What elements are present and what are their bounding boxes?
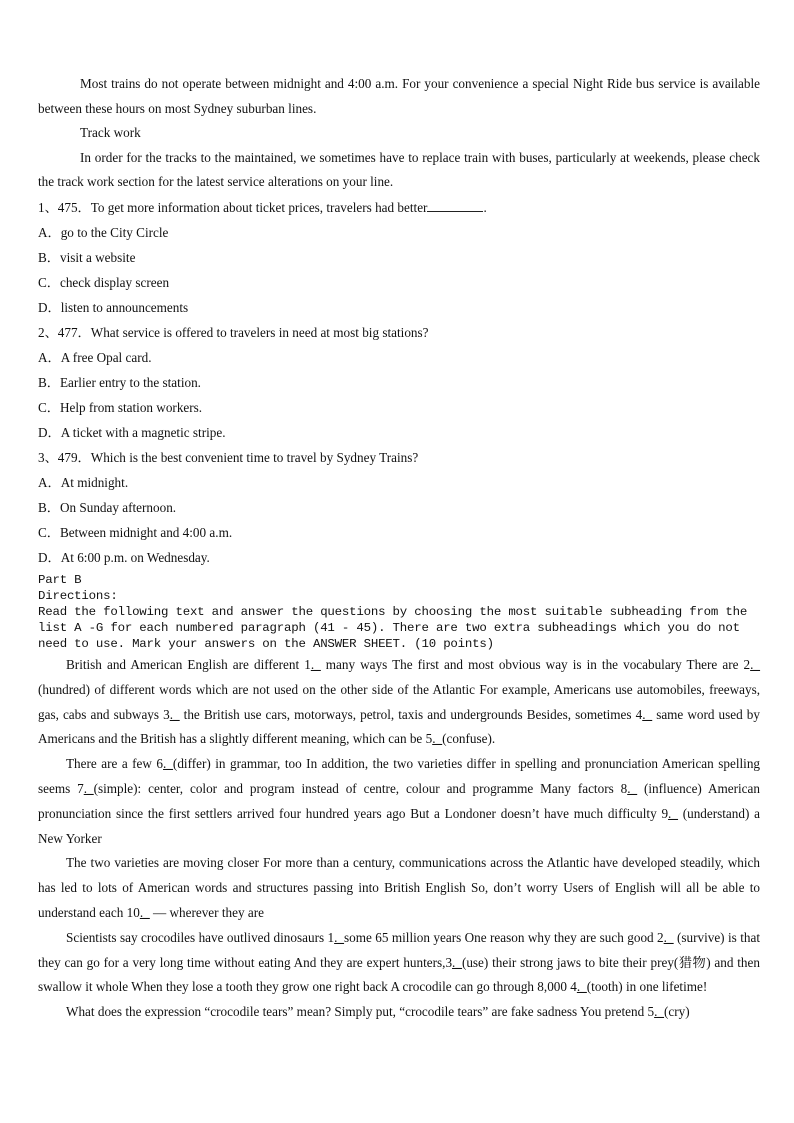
passage-2-paragraph-2 xyxy=(38,1000,760,1025)
option-a: A．A free Opal card. xyxy=(38,349,152,365)
passage-text: (tooth) in one lifetime! xyxy=(586,979,708,995)
directions-label: Directions: xyxy=(38,588,118,603)
passage-text: There are a few 6 xyxy=(66,756,164,772)
option-d: D．At 6:00 p.m. on Wednesday. xyxy=(38,549,210,565)
option-b: B．Earlier entry to the station. xyxy=(38,374,201,390)
option-c: C．check display screen xyxy=(38,274,170,290)
passage-1-paragraph-3 xyxy=(38,851,760,925)
fill-in-blank: ._ xyxy=(642,706,653,722)
option-c: C．Help from station workers. xyxy=(38,399,203,415)
document-page xyxy=(38,72,760,1025)
fill-in-blank: ._ xyxy=(576,979,587,995)
question-stem: 1、475．To get more information about ticket prices, travelers had better . xyxy=(38,199,487,215)
question-stem: 3、479．Which is the best convenient time to travel by Sydney Trains? xyxy=(38,449,419,465)
passage-text: some 65 million years One reason why they are such good 2 xyxy=(344,929,664,945)
passage-text: (use) their strong jaws to bite their prey(猎物) and then swallow it whole When they lose a tooth they grow one right back A crocodile can go through 8,000 4 xyxy=(38,954,760,995)
passage-2-paragraph-1 xyxy=(38,926,760,1000)
option-a: A．At midnight. xyxy=(38,474,129,490)
passage-text: (hundred) of different words which are not used on the other side of the Atlantic For example, Americans use automobiles, freeways, gas, cabs and subways 3 xyxy=(38,681,760,722)
question-3 xyxy=(38,445,760,570)
fill-in-blank: ._ xyxy=(654,1004,664,1020)
question-stem: 2、477．What service is offered to travelers in need at most big stations? xyxy=(38,324,429,340)
fill-in-blank: ._ xyxy=(169,706,180,722)
directions-text: Read the following text and answer the questions by choosing the most suitable subheading from the list A -G for each numbered paragraph (41 - 45). There are two extra subheadings which you do not need to use. Mark your answers on the ANSWER SHEET. (10 points) xyxy=(38,604,748,651)
passage-text: (confuse). xyxy=(442,731,496,747)
passage-text: (survive) is that they can go for a very long time without eating And they are expert hunters,3 xyxy=(38,929,760,970)
passage-text: Scientists say crocodiles have outlived dinosaurs 1 xyxy=(66,929,335,945)
passage-text: many ways The first and most obvious way is in the vocabulary There are 2 xyxy=(320,656,751,672)
passage-text: (understand) a New Yorker xyxy=(38,805,760,846)
passage-text: The two varieties are moving closer For more than a century, communications across the Atlantic have developed steadily, which has led to lots of American words and structures passing into British English So, don’t worry Users of English will all be able to understand each 10 xyxy=(38,855,760,920)
intro-paragraph-2: In order for the tracks to the maintained, we sometimes have to replace train with buses, particularly at weekends, please check the track work section for the latest service alterations on your line. xyxy=(38,149,760,190)
passage-text: (influence) American pronunciation since the first settlers arrived four hundred years ago But a Londoner doesn’t have much difficulty 9 xyxy=(38,780,760,821)
part-b-title: Part B xyxy=(38,572,82,587)
passage-text: the British use cars, motorways, petrol, taxis and undergrounds Besides, sometimes 4 xyxy=(179,706,643,722)
fill-in-blank: ._ xyxy=(668,805,678,821)
option-d: D．listen to announcements xyxy=(38,299,189,315)
intro-paragraph-1: Most trains do not operate between midnight and 4:00 a.m. For your convenience a special Night Ride bus service is available between these hours on most Sydney suburban lines. xyxy=(38,76,760,116)
passage-text: (cry) xyxy=(664,1004,690,1020)
passage-1-paragraph-1 xyxy=(38,653,760,752)
passage-text: What does the expression “crocodile tears” mean? Simply put, “crocodile tears” are fake sadness You pretend 5 xyxy=(66,1004,655,1020)
fill-in-blank: ._ xyxy=(452,954,462,970)
fill-in-blank: ._ xyxy=(163,756,173,772)
option-a: A．go to the City Circle xyxy=(38,224,169,240)
fill-in-blank: ._ xyxy=(310,656,321,672)
passage-1-paragraph-2 xyxy=(38,752,760,851)
fill-in-blank: ._ xyxy=(627,780,638,796)
passage-text: British and American English are different 1 xyxy=(66,656,311,672)
passage-text: — wherever they are xyxy=(149,904,264,920)
fill-in-blank: ._ xyxy=(663,929,674,945)
question-1 xyxy=(38,195,760,320)
option-d: D．A ticket with a magnetic stripe. xyxy=(38,424,226,440)
question-2 xyxy=(38,320,760,445)
fill-in-blank: ._ xyxy=(139,904,150,920)
fill-in-blank: ._ xyxy=(334,929,345,945)
fill-in-blank: ._ xyxy=(750,656,761,672)
passage-text: (differ) in grammar, too In addition, the two varieties differ in spelling and pronunciation American spelling seems 7 xyxy=(38,756,761,796)
passage-text: same word used by Americans and the British has a slightly different meaning, which can be 5 xyxy=(38,706,760,747)
option-b: B．On Sunday afternoon. xyxy=(38,499,177,515)
option-b: B．visit a website xyxy=(38,249,136,265)
answer-blank xyxy=(427,200,483,212)
intro-subheading: Track work xyxy=(80,125,141,141)
option-c: C．Between midnight and 4:00 a.m. xyxy=(38,524,233,540)
fill-in-blank: ._ xyxy=(83,780,94,796)
fill-in-blank: ._ xyxy=(432,731,443,747)
part-b-section xyxy=(38,572,760,652)
passage-text: (simple): center, color and program instead of centre, colour and programme Many factors 8 xyxy=(93,780,628,796)
